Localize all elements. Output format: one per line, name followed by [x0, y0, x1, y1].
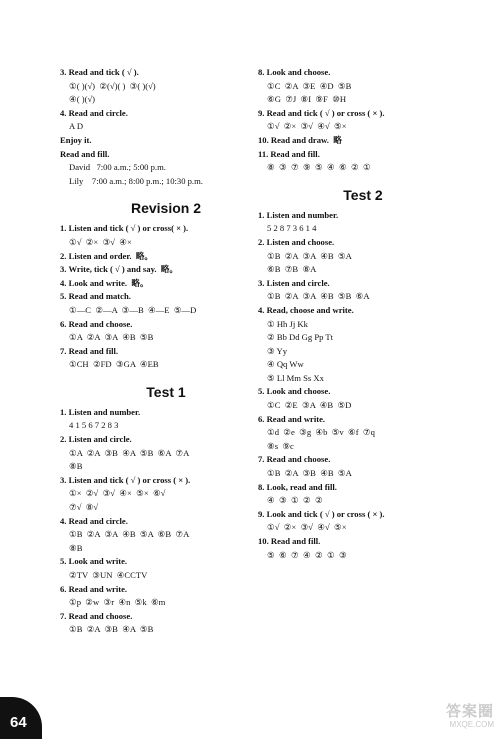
answer-line: ①B ②A ③A ④B ⑤A ⑥B ⑦A: [69, 529, 190, 540]
question-line: 3. Listen and circle.: [258, 277, 330, 288]
watermark-logo-text: 答案圈: [445, 703, 494, 720]
question-line: 7. Read and choose.: [258, 454, 331, 465]
question-line: 9. Read and tick ( √ ) or cross ( × ).: [258, 107, 385, 118]
answer-line: ①C ②A ③E ④D ⑤B: [267, 80, 352, 91]
question-line: 2. Listen and choose.: [258, 236, 335, 247]
question-line: 6. Read and write.: [258, 413, 326, 424]
answer-line: ④ Qq Ww: [267, 359, 304, 370]
section-heading: Revision 2: [130, 200, 202, 217]
question-line: 4. Look and write. 略。: [60, 277, 149, 288]
answer-line: David 7:00 a.m.; 5:00 p.m.: [69, 162, 166, 173]
section-heading: Test 2: [343, 186, 383, 203]
question-line: 3. Read and tick ( √ ).: [60, 67, 139, 77]
answer-line: 4 1 5 6 7 2 8 3: [69, 420, 119, 431]
answer-line: ①—C ②—A ③—B ④—E ⑤—D: [69, 304, 197, 315]
answer-line: ② Bb Dd Gg Pp Tt: [267, 332, 334, 343]
answer-line: ①CH ②FD ③GA ④EB: [69, 359, 159, 370]
question-line: 4. Read and circle.: [60, 107, 128, 118]
answer-line: ①B ②A ③A ④B ⑤B ⑥A: [267, 291, 370, 302]
question-line: 9. Look and tick ( √ ) or cross ( × ).: [258, 508, 385, 519]
answer-line: ①√ ②× ③√ ④√ ⑤×: [267, 121, 347, 132]
question-line: 5. Read and match.: [60, 291, 131, 302]
question-line: 7. Read and fill.: [60, 345, 119, 356]
answer-line: ⑤ ⑥ ⑦ ④ ② ① ③: [267, 549, 347, 560]
question-line: 2. Listen and circle.: [60, 434, 132, 445]
answer-line: ④( )(√): [69, 94, 96, 105]
question-line: 6. Read and choose.: [60, 318, 133, 329]
answer-line: ①d ②e ③g ④b ⑤v ⑥f ⑦q: [267, 427, 375, 438]
answer-line: ①B ②A ③B ④B ⑤A: [267, 468, 352, 479]
answer-line: ⑧B: [69, 461, 83, 472]
answer-line: ①( )(√) ②(√)( ) ③( )(√): [69, 80, 156, 91]
answer-line: ④ ③ ① ② ②: [267, 495, 323, 506]
question-line: 11. Read and fill.: [258, 148, 320, 159]
answer-line: ①× ②√ ③√ ④× ⑤× ⑥√: [69, 488, 166, 499]
answer-line: ①√ ②× ③√ ④×: [69, 236, 132, 247]
question-line: 8. Look, read and fill.: [258, 481, 337, 492]
answer-line: ⑧B: [69, 542, 83, 553]
question-line: 6. Read and write.: [60, 583, 128, 594]
question-line: 7. Read and choose.: [60, 610, 133, 621]
answer-line: ①p ②w ③r ④n ⑤k ⑥m: [69, 597, 166, 608]
answer-line: ②TV ③UN ④CCTV: [69, 570, 148, 580]
watermark: [402, 703, 494, 733]
answer-line: 5 2 8 7 3 6 1 4: [267, 223, 317, 234]
question-line: 1. Listen and number.: [60, 406, 141, 417]
question-line: 4. Read, choose and write.: [258, 304, 354, 315]
answer-line: ⑧ ③ ⑦ ⑨ ⑤ ④ ⑥ ② ①: [267, 162, 371, 173]
question-line: 4. Read and circle.: [60, 515, 128, 526]
section-heading: Test 1: [146, 383, 186, 400]
answer-line: ⑥B ⑦B ⑧A: [267, 264, 317, 275]
question-line: 3. Write, tick ( √ ) and say. 略。: [60, 264, 179, 275]
question-line: 2. Listen and order. 略。: [60, 250, 154, 261]
answer-line: ①A ②A ③A ④B ⑤B: [69, 332, 154, 343]
answer-line: ⑤ Ll Mm Ss Xx: [267, 372, 324, 383]
question-line: Read and fill.: [60, 148, 110, 159]
question-line: 5. Look and write.: [60, 556, 128, 567]
question-line: 3. Listen and tick ( √ ) or cross ( × ).: [60, 474, 191, 485]
answer-line: ①B ②A ③A ④B ⑤A: [267, 250, 352, 261]
answer-line: Lily 7:00 a.m.; 8:00 p.m.; 10:30 p.m.: [69, 175, 203, 186]
left-column: [60, 66, 250, 637]
answer-line: ⑥G ⑦J ⑧I ⑨F ⑩H: [267, 94, 347, 105]
answer-line: ① Hh Jj Kk: [267, 318, 308, 329]
question-line: 10. Read and fill.: [258, 536, 321, 546]
right-column: [258, 66, 458, 562]
answer-line: ①B ②A ③B ④A ⑤B: [69, 624, 154, 635]
answer-line: ①√ ②× ③√ ④√ ⑤×: [267, 522, 347, 533]
question-line: Enjoy it.: [60, 134, 92, 145]
answer-line: ①C ②E ③A ④B ⑤D: [267, 400, 352, 411]
question-line: 1. Listen and tick ( √ ) or cross( × ).: [60, 223, 189, 234]
answer-line: ①A ②A ③B ④A ⑤B ⑥A ⑦A: [69, 447, 190, 458]
page-number: 64: [10, 714, 27, 731]
answer-line: ⑧s ⑨c: [267, 440, 294, 451]
watermark-url: MXQE.COM: [449, 720, 494, 729]
question-line: 10. Read and draw. 略: [258, 134, 342, 145]
question-line: 8. Look and choose.: [258, 67, 331, 77]
question-line: 1. Listen and number.: [258, 209, 339, 220]
question-line: 5. Look and choose.: [258, 386, 331, 397]
answer-line: ⑦√ ⑧√: [69, 502, 99, 513]
answer-line: A D: [69, 121, 84, 132]
answer-line: ③ Yy: [267, 345, 288, 356]
